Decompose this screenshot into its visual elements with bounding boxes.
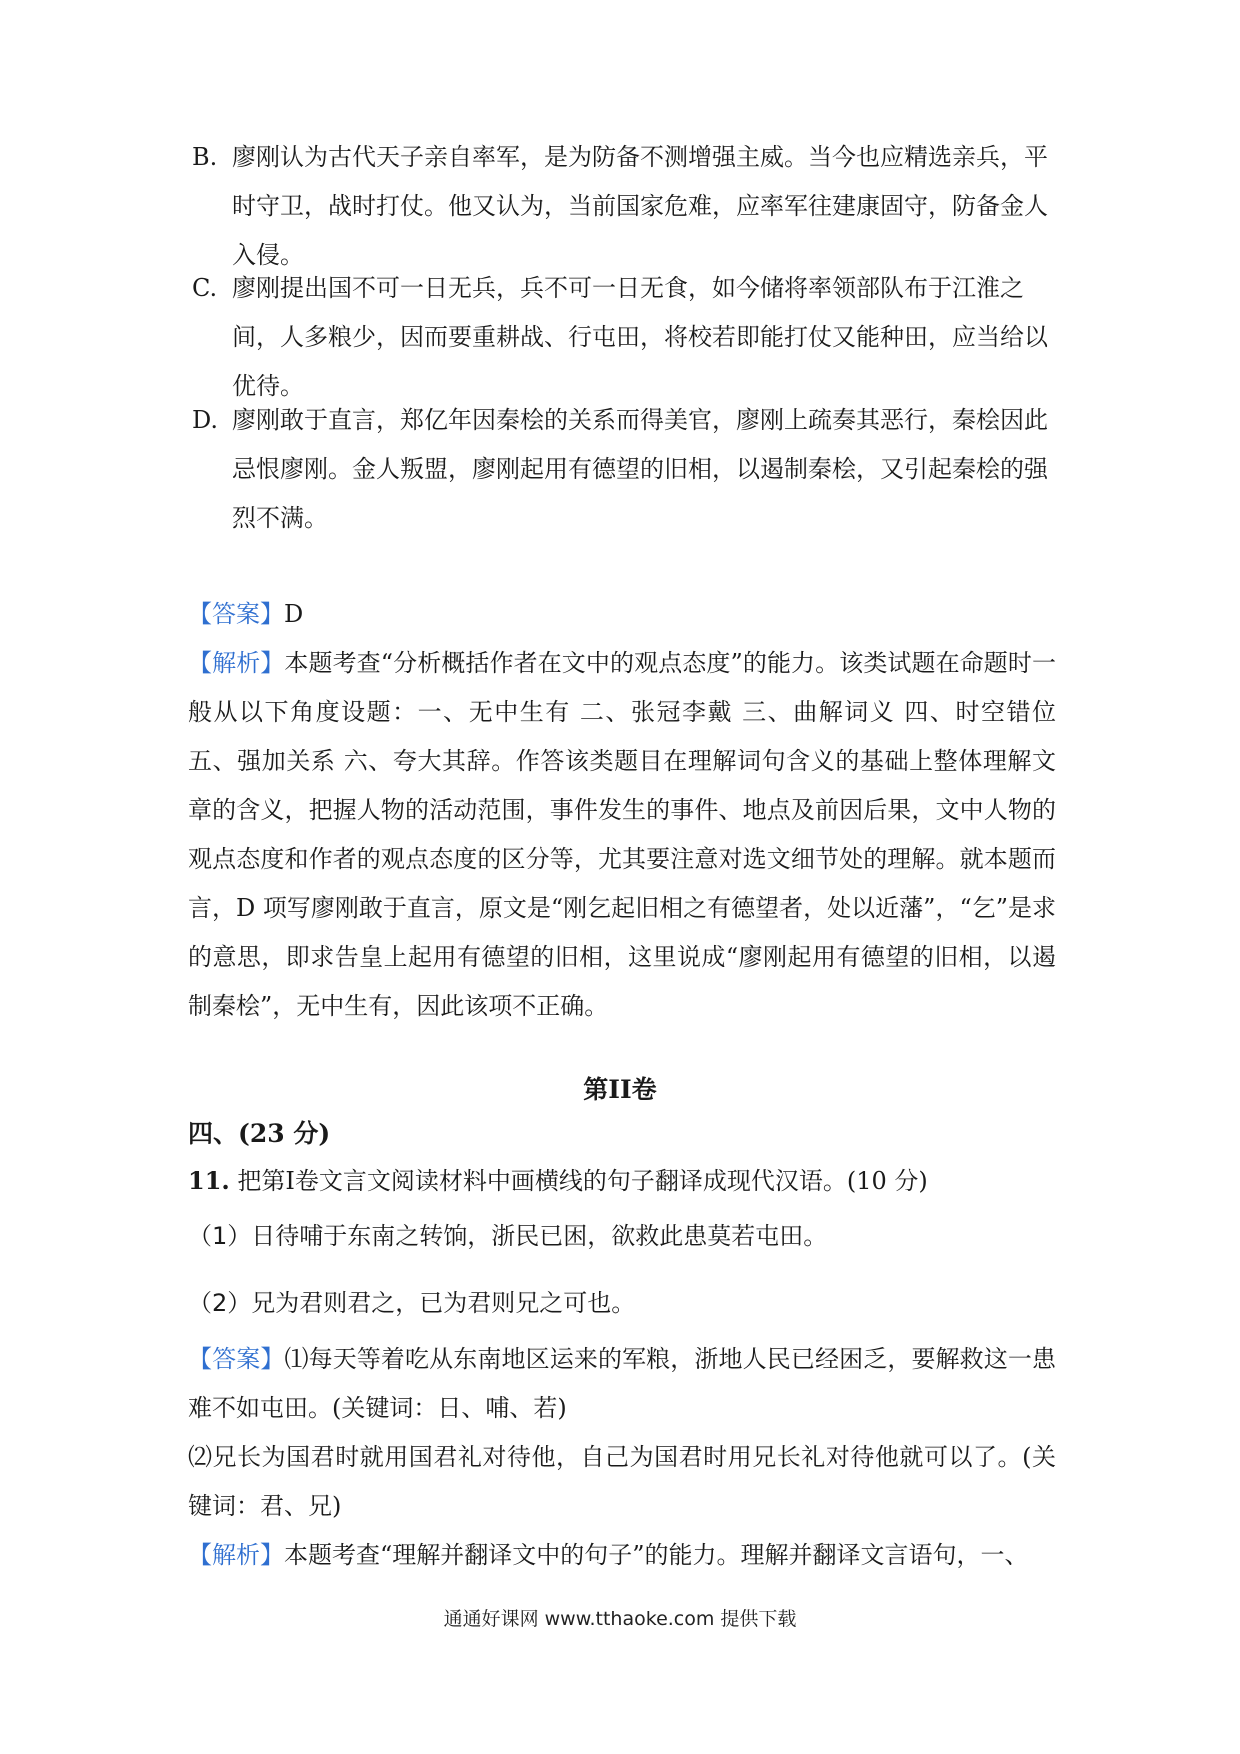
analysis-tag: 【解析】 xyxy=(188,1541,284,1569)
q10-analysis xyxy=(188,639,1080,1031)
answer-text: ⑴每天等着吃从东南地区运来的军粮，浙地人民已经困乏，要解救这一患难不如屯田。(关键词：日、哺、若) xyxy=(188,1345,1057,1422)
option-c xyxy=(192,264,1062,411)
question-number: 11. xyxy=(188,1166,230,1195)
option-letter: D. xyxy=(192,406,219,434)
q11-answer-1 xyxy=(188,1335,1056,1433)
part-heading: 四、(23 分) xyxy=(188,1119,331,1148)
analysis-text: 本题考查“分析概括作者在文中的观点态度”的能力。该类试题在命题时一般从以下角度设题：一、无中生有 二、张冠李戴 三、曲解词义 四、时空错位 五、强加关系 六、夸大其辞。作答该类题目在理解词句含义的基础上整体理解文章的含义，把握人物的活动范围，事件发生的事件、地点及前因后果，文中人物的观点态度和作者的观点态度的区分等，尤其要注意对选文细节处的理解。就本题而言，D 项写廖刚敢于直言，原文是“刚乞起旧相之有德望者，处以近藩”，“乞”是求的意思，即求告皇上起用有德望的旧相，这里说成“廖刚起用有德望的旧相，以遏制秦桧”，无中生有，因此该项不正确。 xyxy=(188,649,1080,1020)
answer-tag: 【答案】 xyxy=(188,1345,285,1373)
option-d xyxy=(192,396,1062,543)
answer-value: D xyxy=(284,600,304,628)
option-letter: B. xyxy=(192,143,218,171)
answer-tag: 【答案】 xyxy=(188,600,284,628)
page-footer: 通通好课网 www.tthaoke.com 提供下载 xyxy=(443,1608,797,1630)
sentence-2: （2）兄为君则君之，已为君则兄之可也。 xyxy=(188,1289,636,1317)
sentence-1: （1）日待哺于东南之转饷，浙民已困，欲救此患莫若屯田。 xyxy=(188,1222,828,1250)
option-b xyxy=(192,133,1062,280)
option-text: 廖刚认为古代天子亲自率军，是为防备不测增强主威。当今也应精选亲兵，平时守卫，战时打仗。他又认为，当前国家危难，应率军往建康固守，防备金人入侵。 xyxy=(232,143,1048,269)
option-letter: C. xyxy=(192,274,218,302)
answer-text: ⑵兄长为国君时就用国君礼对待他，自己为国君时用兄长礼对待他就可以了。(关键词：君、兄) xyxy=(188,1443,1056,1520)
q11-analysis xyxy=(188,1531,1056,1580)
question-11 xyxy=(188,1161,1056,1196)
option-text: 廖刚提出国不可一日无兵，兵不可一日无食，如今储将率领部队布于江淮之间，人多粮少，因而要重耕战、行屯田，将校若即能打仗又能种田，应当给以优待。 xyxy=(232,274,1048,400)
analysis-text: 本题考查“理解并翻译文中的句子”的能力。理解并翻译文言语句，一、 xyxy=(284,1541,1029,1569)
option-text: 廖刚敢于直言，郑亿年因秦桧的关系而得美官，廖刚上疏奏其恶行，秦桧因此忌恨廖刚。金人叛盟，廖刚起用有德望的旧相，以遏制秦桧，又引起秦桧的强烈不满。 xyxy=(232,406,1048,532)
q10-answer xyxy=(188,590,1056,639)
analysis-tag: 【解析】 xyxy=(188,649,285,677)
section-title: 第II卷 xyxy=(583,1075,657,1104)
question-prompt: 把第I卷文言文阅读材料中画横线的句子翻译成现代汉语。(10 分) xyxy=(237,1167,928,1195)
q11-answer-2 xyxy=(188,1433,1056,1531)
